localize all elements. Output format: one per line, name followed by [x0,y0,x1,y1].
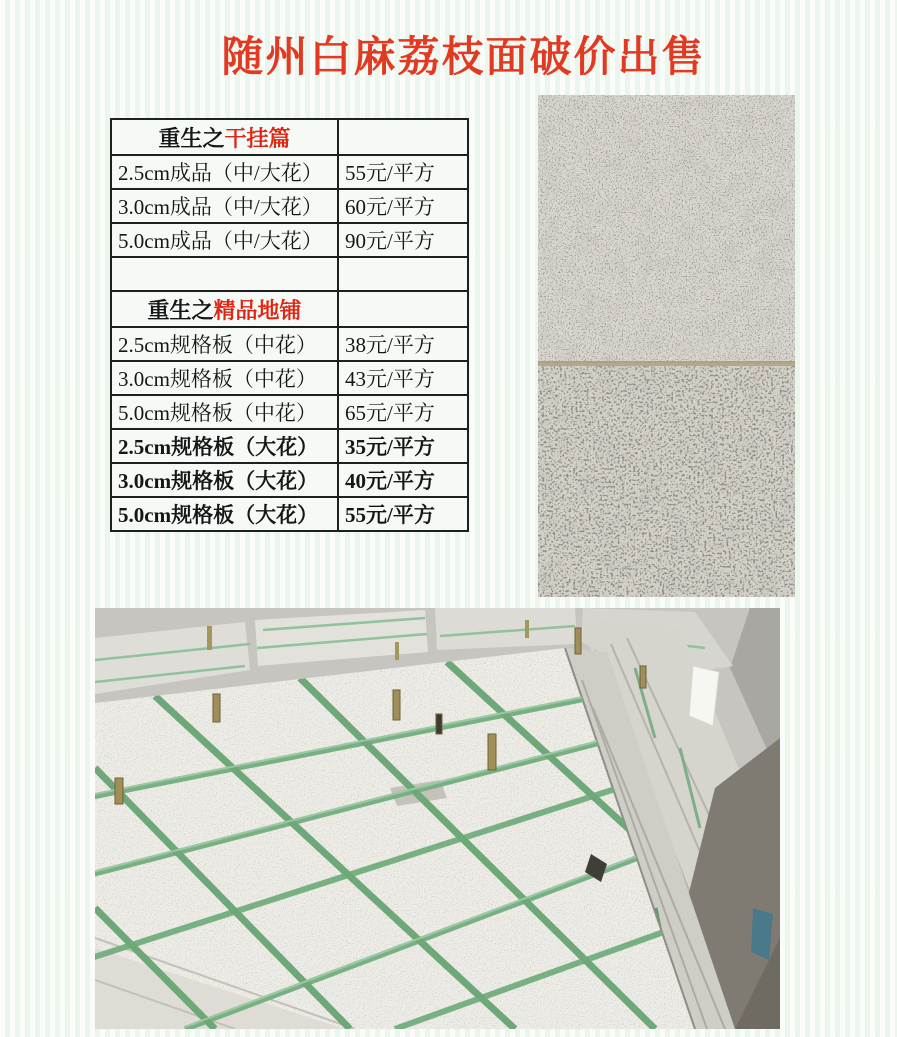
spec-cell: 2.5cm成品（中/大花） [111,155,338,189]
granite-sample-svg [538,95,795,597]
section-header-cell [111,119,338,155]
section-header-highlight: 干挂篇 [224,125,291,151]
section-header-prefix: 重生之 [158,125,225,151]
spec-cell: 2.5cm规格板（大花） [111,429,338,463]
table-row [111,155,468,189]
table-row [111,189,468,223]
table-row [111,429,468,463]
table-row [111,291,468,327]
price-cell: 65元/平方 [338,395,468,429]
table-row [111,223,468,257]
empty-cell [338,119,468,155]
price-table-body [111,119,468,531]
price-cell: 55元/平方 [338,155,468,189]
table-row [111,395,468,429]
granite-sample-image [538,95,795,597]
empty-cell [338,257,468,291]
section-header-prefix: 重生之 [147,297,214,323]
tile-seam [538,361,795,366]
price-cell: 55元/平方 [338,497,468,531]
spec-cell: 3.0cm规格板（大花） [111,463,338,497]
spec-cell: 3.0cm规格板（中花） [111,361,338,395]
price-cell: 43元/平方 [338,361,468,395]
empty-cell [111,257,338,291]
empty-cell [338,291,468,327]
table-row [111,361,468,395]
table-row [111,327,468,361]
price-cell: 40元/平方 [338,463,468,497]
table-row [111,463,468,497]
paper-tag [689,666,719,726]
price-cell: 35元/平方 [338,429,468,463]
price-cell: 38元/平方 [338,327,468,361]
price-cell: 60元/平方 [338,189,468,223]
price-cell: 90元/平方 [338,223,468,257]
table-row [111,257,468,291]
page-title: 随州白麻荔枝面破价出售 [221,35,706,81]
table-row [111,497,468,531]
section-header-cell [111,291,338,327]
spec-cell: 5.0cm规格板（中花） [111,395,338,429]
price-table [110,118,469,532]
spec-cell: 5.0cm规格板（大花） [111,497,338,531]
granite-slabs-photo [95,608,780,1029]
table-row [111,119,468,155]
slabs-photo-svg [95,608,780,1029]
spec-cell: 2.5cm规格板（中花） [111,327,338,361]
price-table-grid [110,118,469,532]
section-header-highlight: 精品地铺 [213,297,302,323]
spec-cell: 5.0cm成品（中/大花） [111,223,338,257]
spec-cell: 3.0cm成品（中/大花） [111,189,338,223]
